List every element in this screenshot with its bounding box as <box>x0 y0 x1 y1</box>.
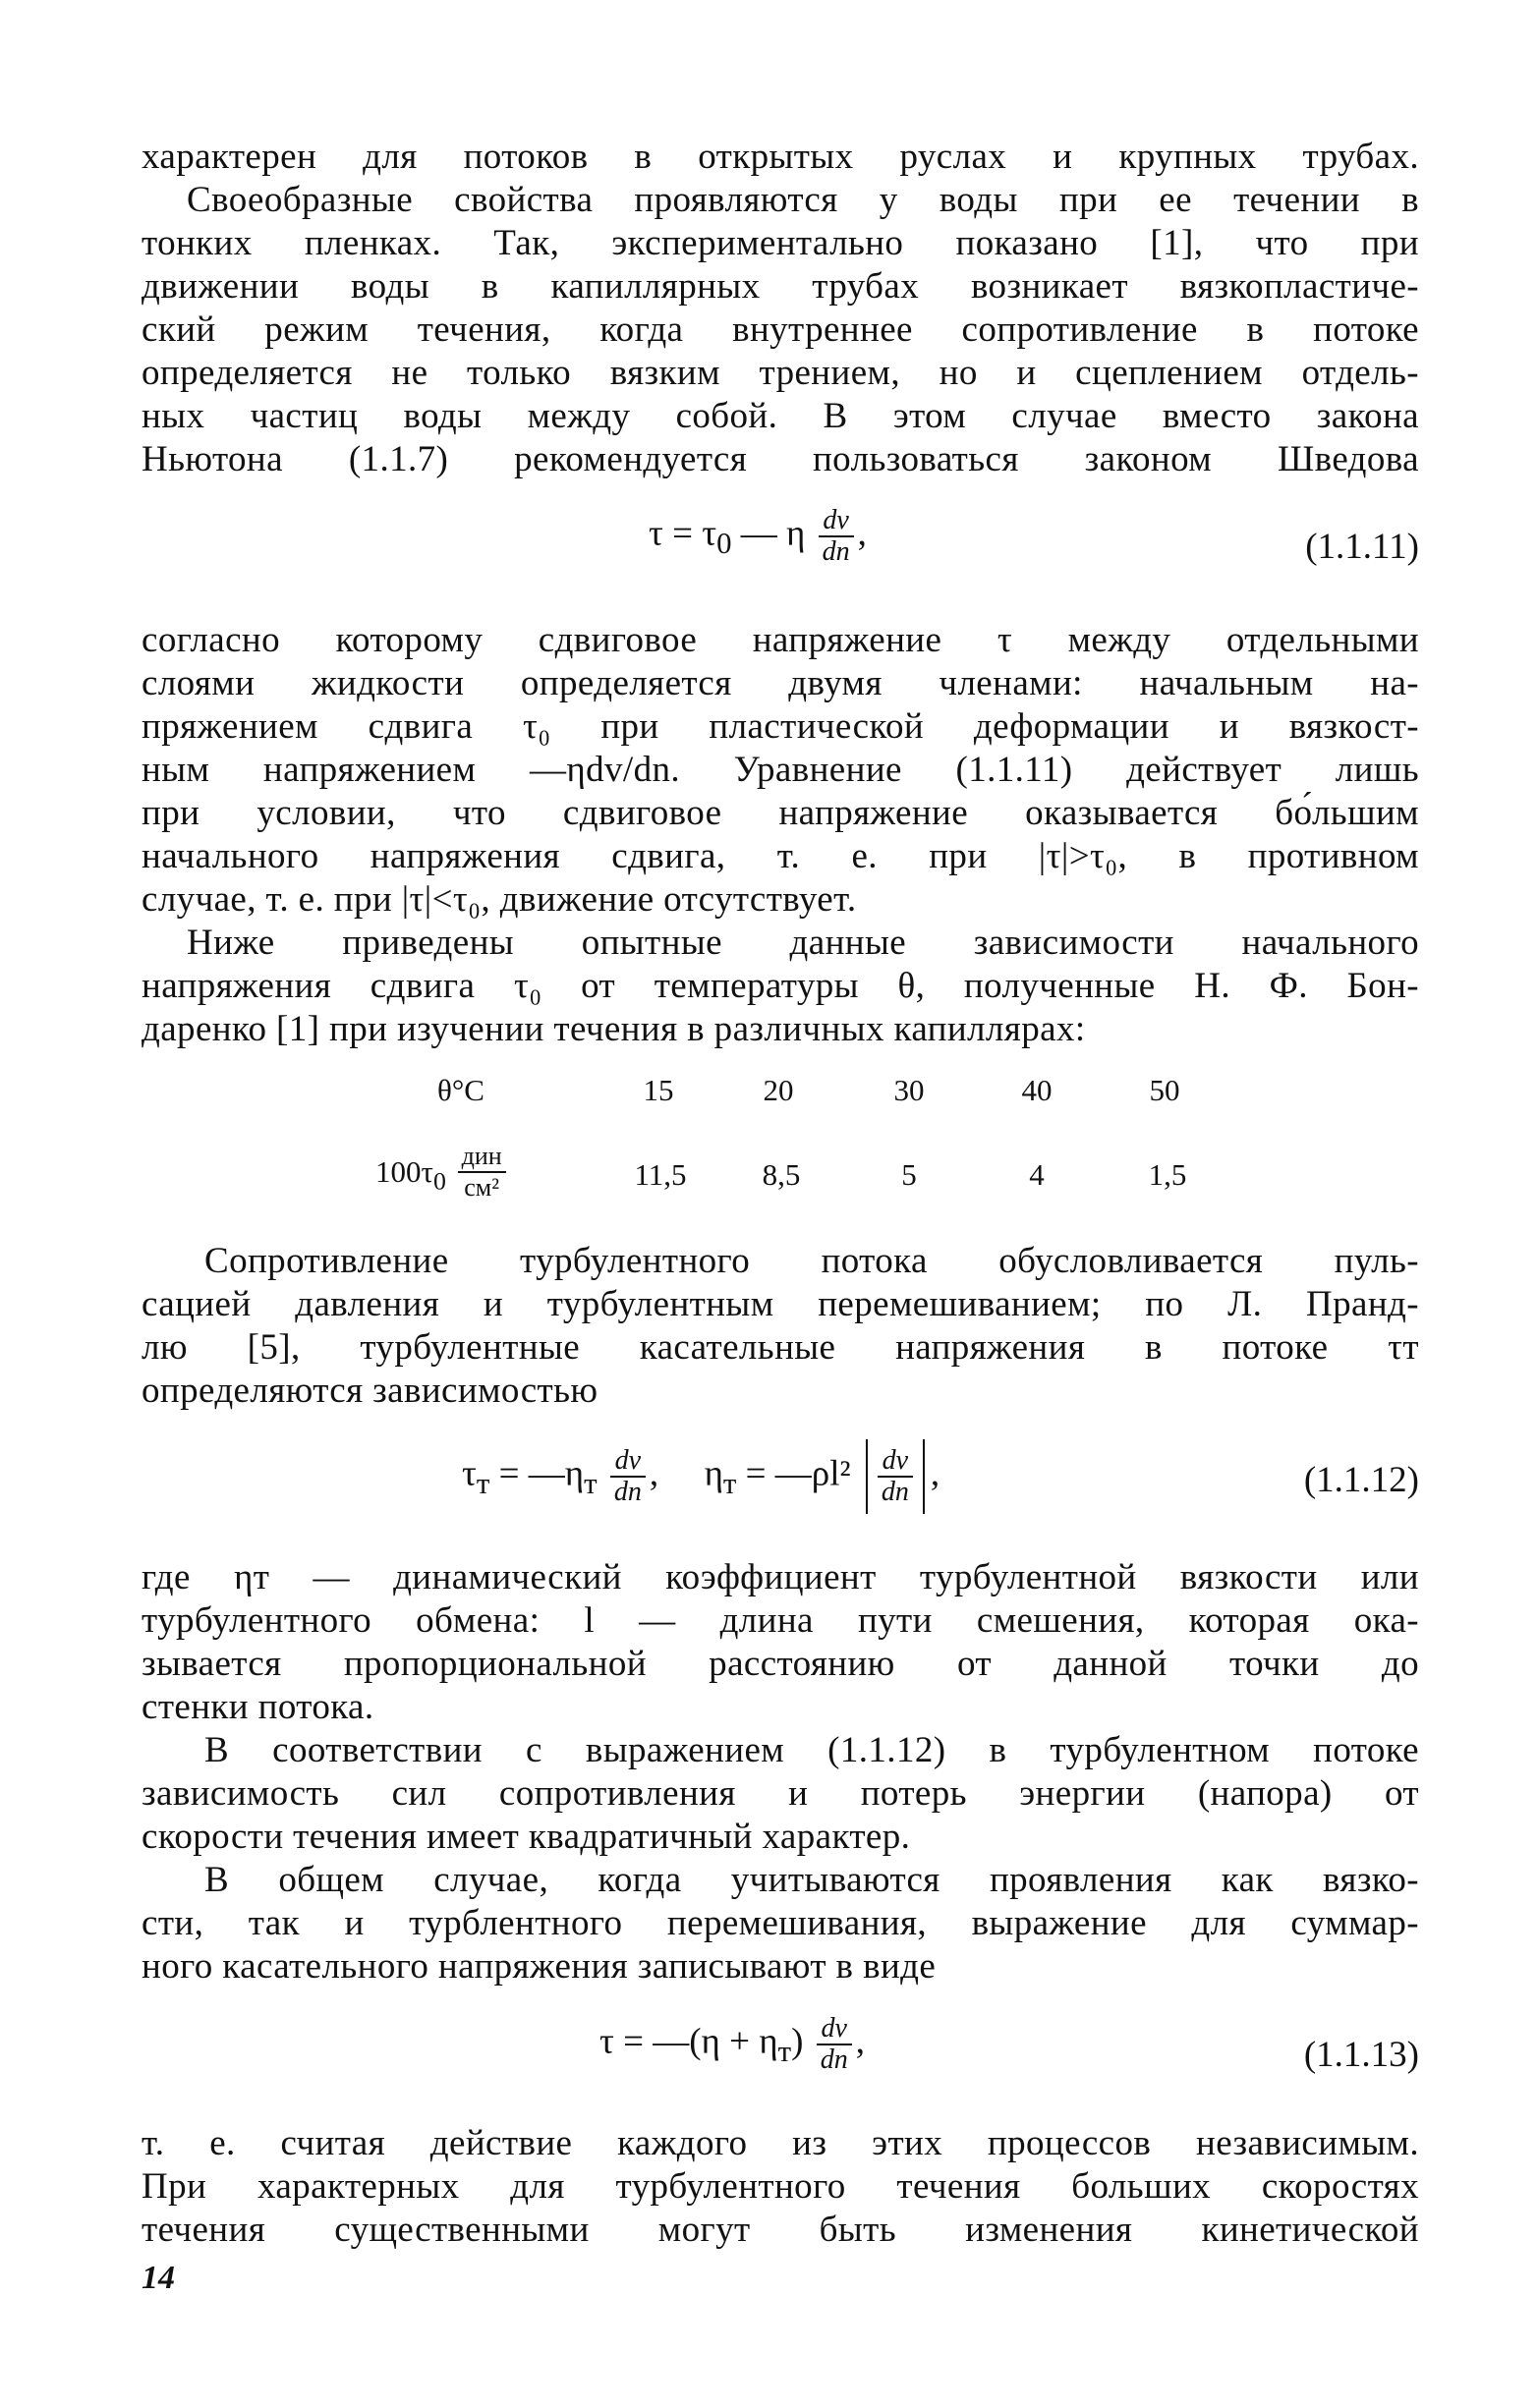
text-line: ного касательного напряжения записывают в виде <box>142 1946 937 1987</box>
unit-numerator: дин <box>461 1142 502 1170</box>
eq-fraction <box>610 1446 646 1507</box>
text-line: ным напряжением —ηdv/dn. Уравнение (1.1.11) действует лишь <box>142 750 1419 790</box>
text-line: Ниже приведены опытные данные зависимости начального <box>187 923 1419 963</box>
text-line: скорости течения имеет квадратичный характер. <box>142 1817 911 1857</box>
text-line: турбулентного обмена: l — длина пути смешения, которая ока- <box>142 1600 1419 1641</box>
fraction-denominator: dn <box>610 1476 646 1507</box>
text-line: сти, так и турблентного перемешивания, выражение для суммар- <box>142 1903 1419 1943</box>
table-cell: 40 <box>1021 1073 1053 1107</box>
eq-sub: т <box>584 1466 598 1500</box>
table-cell: 8,5 <box>762 1157 801 1192</box>
eq-term: η <box>704 1453 723 1494</box>
table-cell: 50 <box>1149 1073 1180 1107</box>
eq-comma: , <box>649 1453 659 1494</box>
text-line: течения существенными могут быть изменения кинетической <box>142 2210 1419 2250</box>
eq-term: ) <box>791 2021 804 2062</box>
page-number: 14 <box>142 2260 175 2296</box>
eq-fraction <box>878 1446 913 1507</box>
text-line: движении воды в капиллярных трубах возникает вязкопластиче- <box>142 266 1419 307</box>
abs-bar-right <box>923 1439 925 1514</box>
eq-fraction <box>817 2014 852 2075</box>
text-line: зависимость сил сопротивления и потерь энергии (напора) от <box>142 1773 1419 1814</box>
fraction-numerator: dv <box>882 1445 909 1476</box>
text-line: зывается пропорциональной расстоянию от данной точки до <box>142 1644 1419 1684</box>
text-line: начального напряжения сдвига, т. е. при |τ|>τ₀, в противном <box>142 836 1419 876</box>
unit-denominator: см² <box>458 1171 506 1203</box>
table-cell: 30 <box>893 1073 925 1107</box>
fraction-denominator: dn <box>819 535 854 567</box>
table-cell: 11,5 <box>634 1157 687 1192</box>
text-line: сацией давления и турбулентным перемешиванием; по Л. Пранд- <box>142 1284 1419 1324</box>
label-sub: 0 <box>432 1166 446 1196</box>
equation-number: (1.1.13) <box>1303 2035 1419 2075</box>
text-line: стенки потока. <box>142 1687 374 1727</box>
eq-sub: т <box>722 1466 737 1500</box>
text-line: В соответствии с выражением (1.1.12) в турбулентном потоке <box>204 1730 1419 1770</box>
fraction-numerator: dv <box>821 2013 847 2044</box>
equation-1-1-11 <box>649 506 867 567</box>
table-cell: 4 <box>1029 1157 1045 1192</box>
table-row-label: θ°C <box>437 1073 484 1107</box>
equation-1-1-13 <box>599 2014 865 2075</box>
equation-number: (1.1.12) <box>1303 1460 1419 1500</box>
fraction-numerator: dv <box>823 505 849 535</box>
text-line: случае, т. е. при |τ|<τ₀, движение отсутствует. <box>142 879 857 920</box>
eq-term: = —ρl² <box>736 1453 851 1494</box>
text-line: даренко [1] при изучении течения в различных капиллярах: <box>142 1009 1086 1049</box>
table-cell: 15 <box>643 1073 674 1107</box>
eq-sub: т <box>476 1466 490 1500</box>
table-row-label <box>375 1142 510 1203</box>
text-line: Ньютона (1.1.7) рекомендуется пользоваться законом Шведова <box>142 439 1419 479</box>
text-line: при условии, что сдвиговое напряжение оказывается бо́льшим <box>142 793 1419 833</box>
equation-number: (1.1.11) <box>1305 527 1419 567</box>
text-line: пряжением сдвига τ₀ при пластической деформации и вязкост- <box>142 706 1419 747</box>
text-line: При характерных для турбулентного течения больших скоростях <box>142 2166 1419 2207</box>
text-line: Своеобразные свойства проявляются у воды при ее течении в <box>187 180 1419 220</box>
eq-sub: т <box>777 2034 792 2068</box>
eq-lhs: τ = —(η + η <box>599 2021 778 2062</box>
text-line: определяются зависимостью <box>142 1371 598 1411</box>
eq-comma: , <box>855 2021 865 2062</box>
text-line: слоями жидкости определяется двумя членами: начальным на- <box>142 663 1419 703</box>
fraction-denominator: dn <box>817 2044 852 2075</box>
table-cell: 1,5 <box>1148 1157 1187 1192</box>
text-line: тонких пленках. Так, экспериментально показано [1], что при <box>142 223 1419 263</box>
text-line: согласно которому сдвиговое напряжение τ между отдельными <box>142 620 1419 660</box>
table-cell: 5 <box>901 1157 917 1192</box>
eq-lhs: τ <box>462 1453 477 1494</box>
fraction-denominator: dn <box>878 1476 913 1507</box>
text-line: определяется не только вязким трением, но и сцеплением отдель- <box>142 353 1419 393</box>
text-line: характерен для потоков в открытых руслах и крупных трубах. <box>142 137 1419 177</box>
eq-term: — η <box>731 513 806 554</box>
text-line: ных частиц воды между собой. В этом случае вместо закона <box>142 396 1419 436</box>
eq-comma: , <box>930 1453 940 1494</box>
eq-lhs: τ = τ <box>649 513 717 554</box>
table-cell: 20 <box>763 1073 794 1107</box>
unit-fraction <box>458 1142 506 1203</box>
abs-bar-left <box>866 1439 868 1514</box>
fraction-numerator: dv <box>614 1445 642 1476</box>
eq-term: = —η <box>489 1453 585 1494</box>
text-line: лю [5], турбулентные касательные напряжения в потоке τт <box>142 1327 1419 1368</box>
eq-comma: , <box>857 513 867 554</box>
eq-fraction <box>819 506 854 567</box>
eq-sub: 0 <box>716 526 732 560</box>
text-line: где ηт — динамический коэффициент турбулентной вязкости или <box>142 1557 1419 1597</box>
text-line: ский режим течения, когда внутреннее сопротивление в потоке <box>142 309 1419 350</box>
text-line: В общем случае, когда учитываются проявления как вязко- <box>204 1860 1419 1900</box>
text-line: т. е. считая действие каждого из этих процессов независимым. <box>142 2123 1419 2163</box>
text-line: Сопротивление турбулентного потока обусловливается пуль- <box>204 1241 1419 1281</box>
equation-1-1-12 <box>462 1439 940 1514</box>
label-text: 100τ <box>375 1154 433 1190</box>
text-line: напряжения сдвига τ₀ от температуры θ, полученные Н. Ф. Бон- <box>142 966 1419 1006</box>
